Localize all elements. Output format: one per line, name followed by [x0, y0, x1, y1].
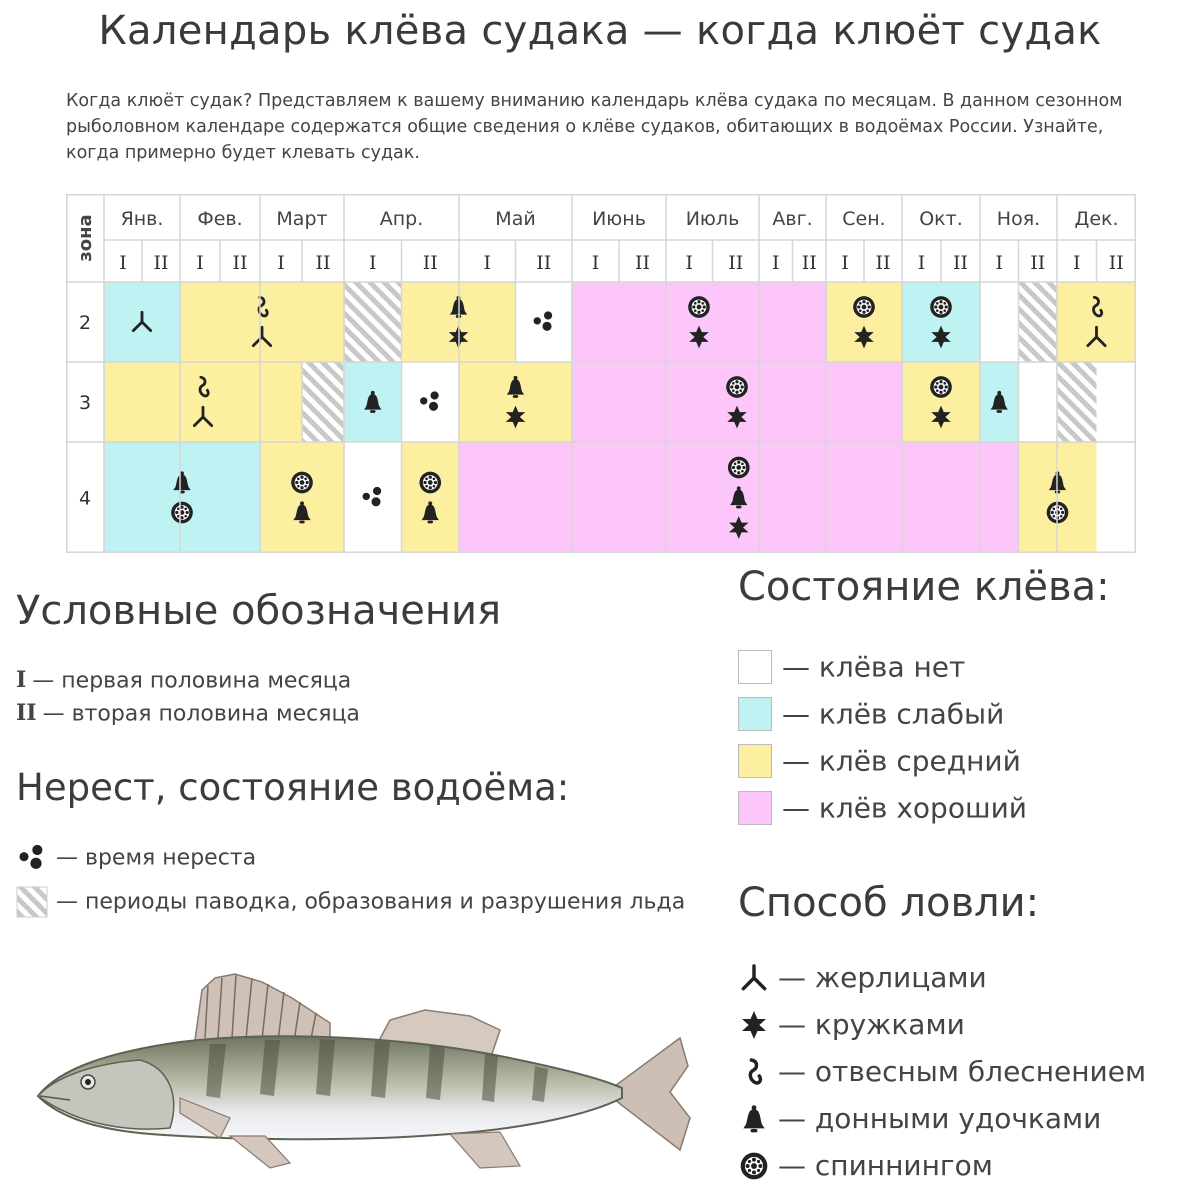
- half-header: II: [232, 252, 248, 274]
- bite-weak-row: [738, 697, 1004, 731]
- bite-medium-row: [738, 744, 1021, 778]
- month-header: Апр.: [379, 208, 424, 230]
- bite-cell-good: [572, 282, 826, 362]
- method-spinning-row: [738, 1149, 993, 1182]
- spinning-icon: [738, 1150, 770, 1182]
- month-header: Дек.: [1074, 208, 1119, 230]
- method-zherlitsy-text: — жерлицами: [778, 961, 987, 994]
- half-header: I: [591, 252, 600, 274]
- bite-cell-medium: [902, 362, 980, 442]
- method-spinning-text: — спиннингом: [778, 1149, 993, 1182]
- zherlitsy-icon: [738, 962, 770, 994]
- method-donka-text: — донными удочками: [778, 1102, 1102, 1135]
- spinning-icon: [853, 296, 875, 318]
- bite-cell-none: [1019, 362, 1058, 442]
- legend-spawn: [16, 842, 256, 874]
- bite-calendar-table: [66, 194, 1136, 553]
- spawn-icon: [16, 842, 48, 874]
- month-header: Янв.: [120, 208, 164, 230]
- legend-heading: Условные обозначения: [16, 588, 502, 634]
- half-header: I: [277, 252, 285, 274]
- half-header: II: [315, 252, 331, 274]
- bite-heading: Состояние клёва:: [738, 564, 1110, 610]
- half-header: II: [153, 252, 169, 274]
- zone-header: зона: [75, 214, 96, 262]
- spawn-heading: Нерест, состояние водоёма:: [16, 766, 570, 809]
- half-header: II: [422, 252, 438, 274]
- bite-cell-medium: [180, 282, 344, 362]
- half-header: I: [368, 252, 377, 274]
- half1-roman: I: [16, 667, 27, 693]
- method-zherlitsy-row: [738, 961, 987, 994]
- bite-none-row: [738, 650, 965, 684]
- bite-weak-text: — клёв слабый: [782, 697, 1005, 731]
- intro-text: Когда клюёт судак? Представляем к вашему вниманию календарь клёва судака по месяцам. В данном сезонном рыболовном календаре содержатся общие сведения о клёве судаков, обитающих в водоёмах России. Узнайте, когда примерно будет клевать судак.: [66, 91, 1123, 163]
- half-header: II: [536, 252, 552, 274]
- method-blesna-row: [738, 1055, 1146, 1088]
- half-header: I: [917, 252, 926, 274]
- half-header: II: [952, 252, 969, 274]
- bite-cell-hatch: [1019, 282, 1058, 362]
- half-header: I: [771, 252, 780, 274]
- half-header: II: [1030, 252, 1046, 274]
- zone-label: 3: [78, 392, 92, 414]
- bite-medium-text: — клёв средний: [782, 744, 1021, 778]
- month-header: Авг.: [772, 208, 813, 230]
- spinning-icon: [291, 472, 313, 494]
- bite-cell-medium: [1057, 282, 1136, 362]
- spinning-icon: [930, 296, 952, 318]
- kruzhki-icon: [738, 1009, 770, 1041]
- half-header: I: [119, 252, 127, 274]
- half-header: II: [728, 252, 744, 274]
- swatch-none: [738, 650, 772, 684]
- swatch-medium: [738, 744, 772, 778]
- half2-roman: II: [16, 700, 37, 726]
- half1-text: — первая половина месяца: [32, 668, 352, 694]
- flood-hatch-icon: [16, 886, 48, 918]
- method-kruzhki-text: — кружками: [778, 1008, 965, 1041]
- spinning-icon: [419, 472, 441, 494]
- half-header: II: [634, 252, 651, 274]
- zone-label: 2: [78, 312, 92, 334]
- donka-icon: [738, 1103, 770, 1135]
- half-header: I: [196, 252, 204, 274]
- bite-cell-none: [980, 282, 1019, 362]
- half-header: I: [685, 252, 694, 274]
- bite-cell-none: [344, 442, 402, 553]
- month-header: Ноя.: [996, 208, 1041, 230]
- bite-cell-hatch: [344, 282, 402, 362]
- bite-cell-good: [572, 362, 902, 442]
- blesna-icon: [738, 1056, 770, 1088]
- month-header: Фев.: [197, 208, 243, 230]
- bite-cell-medium: [402, 442, 460, 553]
- bite-cell-medium: [104, 362, 302, 442]
- bite-cell-none: [402, 362, 460, 442]
- bite-cell-medium: [459, 362, 572, 442]
- month-header: Май: [495, 208, 536, 230]
- bite-cell-weak: [104, 442, 260, 553]
- bite-cell-hatch: [302, 362, 344, 442]
- month-header: Март: [276, 208, 328, 230]
- swatch-weak: [738, 697, 772, 731]
- method-donka-row: [738, 1102, 1101, 1135]
- half-header: I: [1072, 252, 1081, 274]
- bite-good-text: — клёв хороший: [782, 791, 1027, 825]
- half-header: II: [875, 252, 891, 274]
- bite-cell-medium: [826, 282, 902, 362]
- spinning-icon: [728, 457, 750, 479]
- legend-half1: [16, 667, 351, 694]
- bite-cell-hatch: [1057, 362, 1097, 442]
- month-header: Окт.: [919, 208, 963, 230]
- spinning-icon: [930, 376, 952, 398]
- zone-label: 4: [78, 487, 92, 510]
- half-header: II: [1108, 252, 1124, 274]
- bite-cell-medium: [260, 442, 344, 553]
- spawn-text: — время нереста: [56, 845, 257, 871]
- method-blesna-text: — отвесным блеснением: [778, 1055, 1147, 1088]
- legend-half2: [16, 700, 360, 727]
- half-header: I: [995, 252, 1004, 274]
- half-header: II: [801, 252, 817, 274]
- spinning-icon: [688, 296, 710, 318]
- bite-cell-weak: [902, 282, 980, 362]
- spinning-icon: [726, 376, 748, 398]
- bite-cell-none: [516, 282, 573, 362]
- bite-none-text: — клёва нет: [782, 650, 966, 684]
- month-header: Сен.: [842, 208, 886, 230]
- page-title: Календарь клёва судака — когда клюёт судак: [98, 8, 1102, 54]
- half-header: I: [483, 252, 492, 274]
- flood-text: — периоды паводка, образования и разрушения льда: [56, 889, 686, 915]
- month-header: Июнь: [592, 208, 646, 230]
- half-header: I: [841, 252, 849, 274]
- bite-good-row: [738, 791, 1027, 825]
- swatch-good: [738, 791, 772, 825]
- spinning-icon: [171, 502, 193, 524]
- method-kruzhki-row: [738, 1008, 965, 1041]
- legend-flood: [16, 886, 685, 918]
- half2-text: — вторая половина месяца: [42, 701, 360, 727]
- month-header: Июль: [685, 208, 740, 230]
- zander-fish-illustration: [30, 968, 700, 1190]
- methods-heading: Способ ловли:: [738, 880, 1040, 926]
